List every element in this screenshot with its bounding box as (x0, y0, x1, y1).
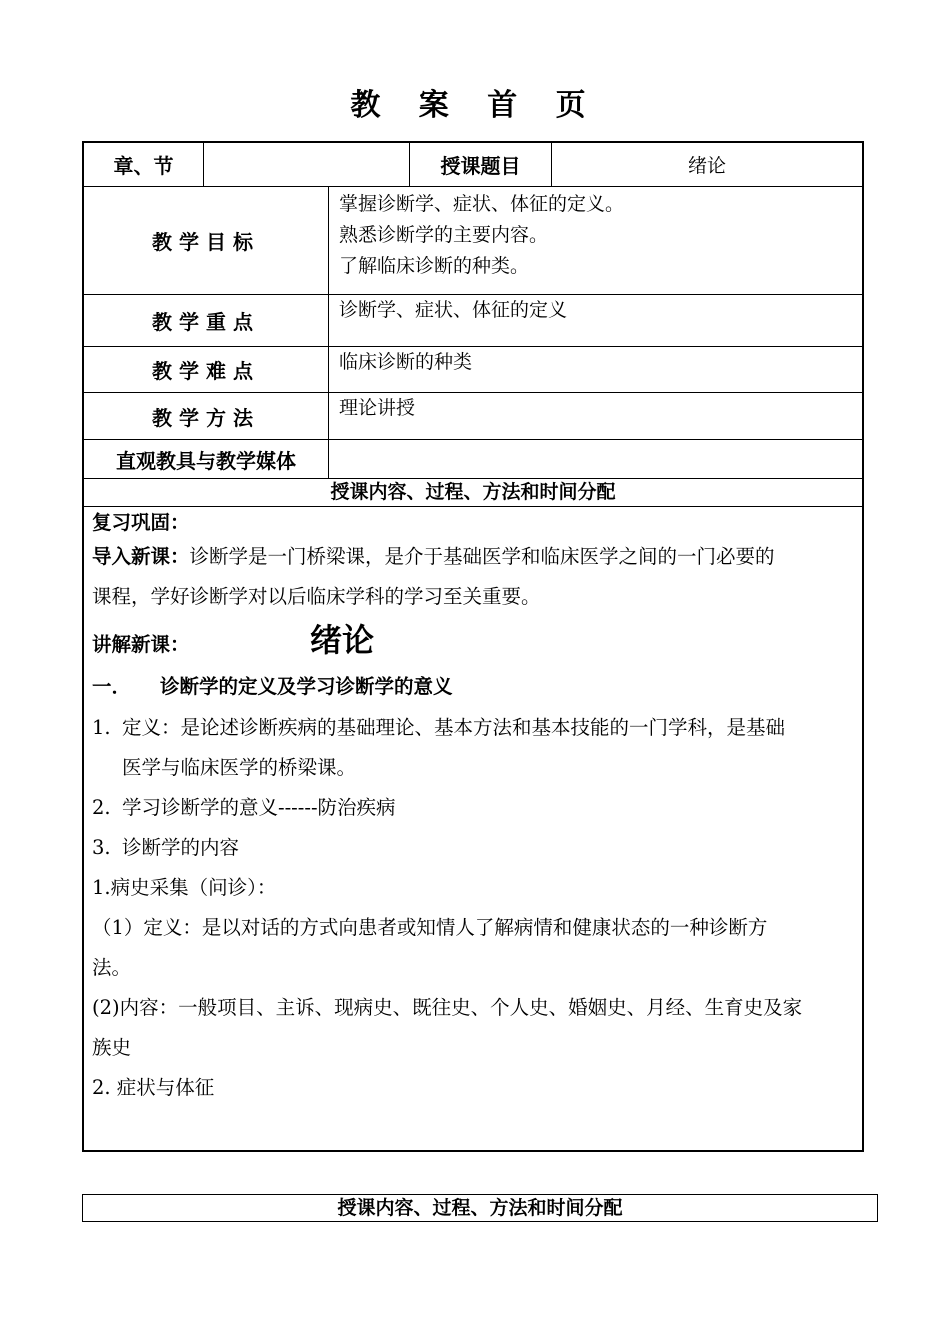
key-points-value: 诊断学、症状、体征的定义 (339, 299, 568, 321)
difficulties-value: 临床诊断的种类 (339, 351, 473, 373)
chapter-label: 章、节 (84, 143, 204, 186)
item-text: 定义：是论述诊断疾病的基础理论、基本方法和基本技能的一门学科，是基础 (122, 716, 786, 739)
item-text: 诊断学的内容 (122, 836, 240, 859)
objective-line: 了解临床诊断的种类。 (339, 255, 530, 277)
media-row (84, 440, 862, 479)
methods-row (84, 393, 862, 440)
second-content-header: 授课内容、过程、方法和时间分配 (82, 1194, 878, 1222)
page-title: 教 案 首 页 (350, 88, 600, 123)
subsection-text: （1）定义：是以对话的方式向患者或知情人了解病情和健康状态的一种诊断方 (92, 916, 768, 939)
lesson-plan-table (82, 141, 864, 1152)
review-label: 复习巩固： (92, 511, 190, 534)
objectives-label: 教学目标 (84, 187, 329, 294)
intro-text: 诊断学是一门桥梁课，是介于基础医学和临床医学之间的一门必要的 (189, 545, 775, 568)
item-number: 2. (92, 796, 111, 819)
lecture-title: 绪论 (310, 621, 375, 659)
objectives-row (84, 187, 862, 295)
key-points-row (84, 295, 862, 347)
objective-line: 掌握诊断学、症状、体征的定义。 (339, 193, 625, 215)
difficulties-row (84, 347, 862, 393)
subsection-text: (2)内容：一般项目、主诉、现病史、既往史、个人史、婚姻史、月经、生育史及家 (92, 996, 803, 1019)
key-points-label: 教学重点 (84, 295, 329, 346)
media-value (329, 440, 862, 478)
objective-line: 熟悉诊断学的主要内容。 (339, 224, 549, 246)
item-text: 学习诊断学的意义------防治疾病 (122, 796, 396, 819)
methods-value: 理论讲授 (339, 397, 416, 419)
content-header: 授课内容、过程、方法和时间分配 (84, 479, 862, 507)
subsection-title: 2. 症状与体征 (92, 1076, 215, 1099)
header-row (84, 143, 862, 187)
intro-label: 导入新课： (92, 545, 190, 568)
lecture-label: 讲解新课： (92, 633, 190, 656)
item-number: 1. (92, 716, 111, 739)
subsection-title: 1.病史采集（问诊）： (92, 876, 277, 899)
methods-label: 教学方法 (84, 393, 329, 439)
subsection-text-continued: 族史 (92, 1036, 132, 1059)
section-title: 诊断学的定义及学习诊断学的意义 (160, 675, 453, 698)
topic-label: 授课题目 (410, 143, 552, 186)
topic-value: 绪论 (687, 155, 726, 177)
objectives-list (329, 187, 862, 294)
item-number: 3. (92, 836, 111, 859)
chapter-value (204, 143, 410, 186)
item-text-continued: 医学与临床医学的桥梁课。 (122, 756, 357, 779)
section-number: 一． (92, 675, 132, 698)
difficulties-label: 教学难点 (84, 347, 329, 392)
content-body (92, 509, 854, 1108)
subsection-text-continued: 法。 (92, 956, 132, 979)
media-label: 直观教具与教学媒体 (84, 440, 329, 478)
intro-text-continued: 课程，学好诊断学对以后临床学科的学习至关重要。 (92, 585, 541, 608)
